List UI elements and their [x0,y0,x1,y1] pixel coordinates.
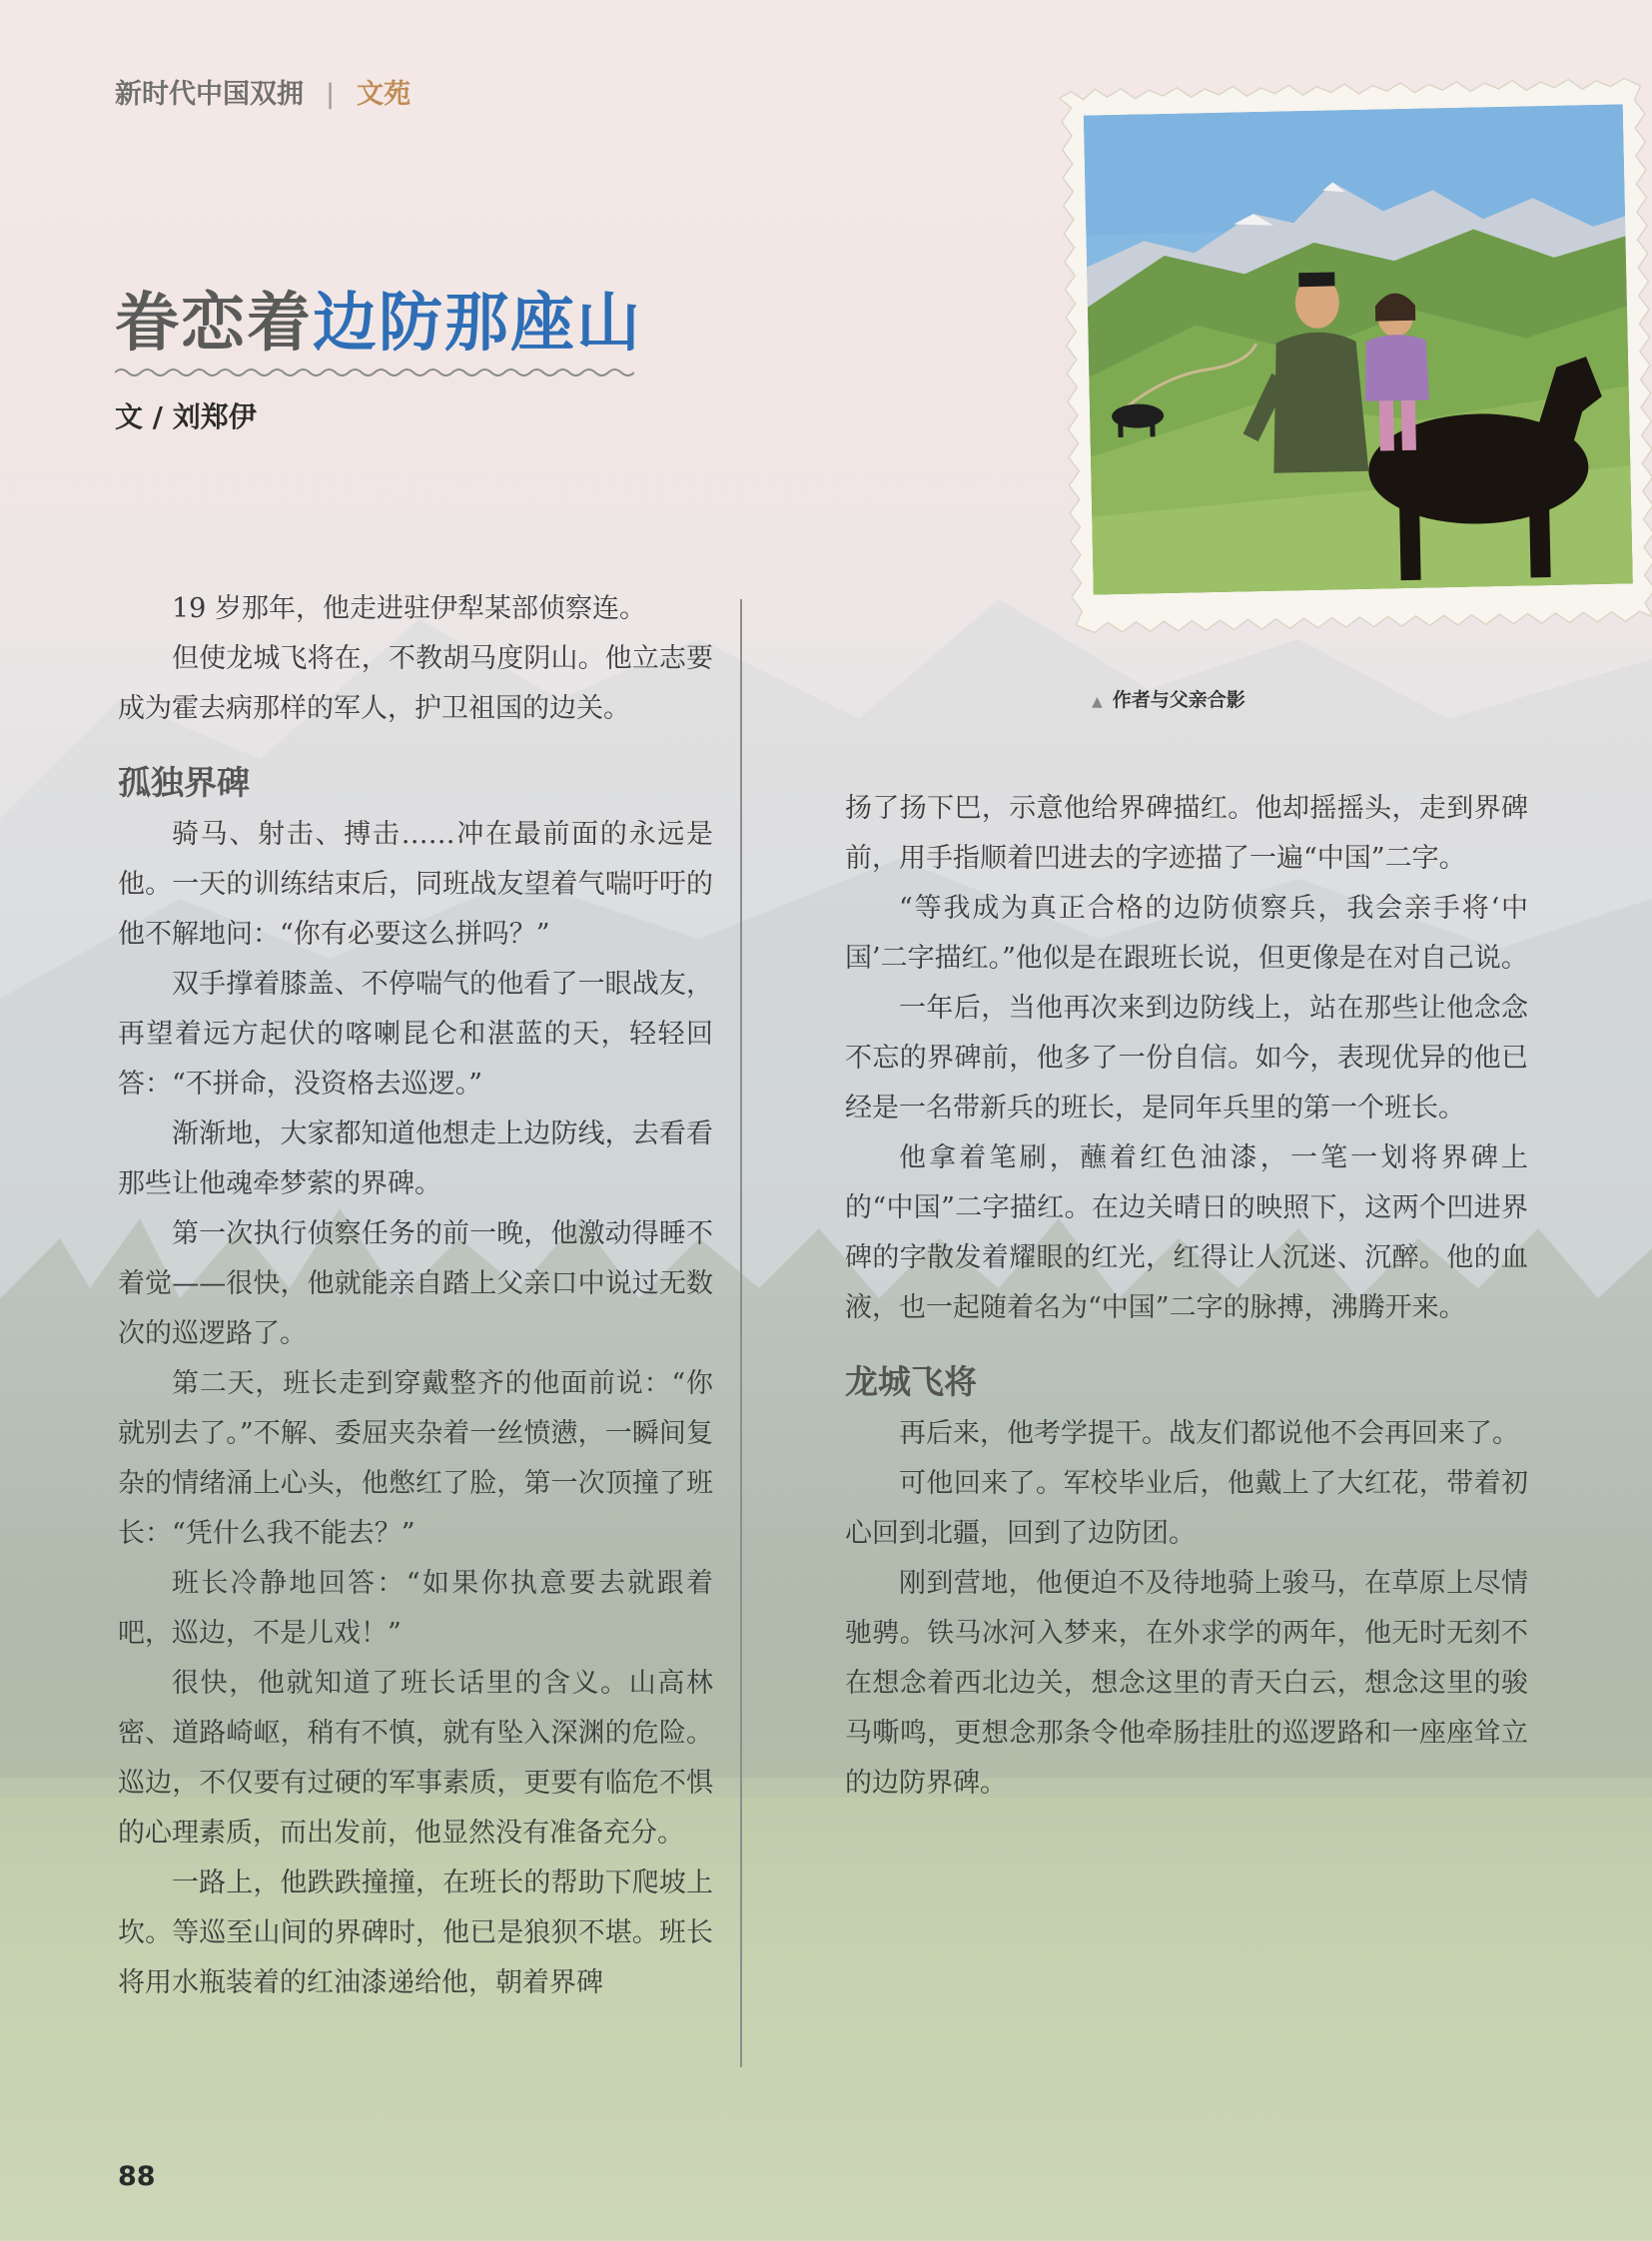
body-paragraph: 很快，他就知道了班长话里的含义。山高林密、道路崎岖，稍有不慎，就有坠入深渊的危险。巡边，不仅要有过硬的军事素质，更要有临危不惧的心理素质，而出发前，他显然没有准备充分。 [118,1668,713,1849]
intro-paragraph: 但使龙城飞将在，不教胡马度阴山。他立志要成为霍去病那样的军人，护卫祖国的边关。 [118,643,713,724]
author-photo [1051,66,1652,652]
caption-text: 作者与父亲合影 [1112,689,1245,711]
body-paragraph: 刚到营地，他便迫不及待地骑上骏马，在草原上尽情驰骋。铁马冰河入梦来，在外求学的两年，他无时无刻不在想念着西北边关，想念这里的青天白云，想念这里的骏马嘶鸣，更想念那条令他牵肠挂肚的巡逻路和一座座耸立的边防界碑。 [845,1568,1528,1799]
photo-caption [1092,685,1245,712]
page-number: 88 [118,2161,156,2192]
body-paragraph: 骑马、射击、搏击……冲在最前面的永远是他。一天的训练结束后，同班战友望着气喘吁吁的他不解地问：“你有必要这么拼吗？” [118,819,713,950]
page-header [115,72,411,111]
header-separator: | [326,79,336,110]
right-column [845,784,1528,1809]
body-paragraph: “等我成为真正合格的边防侦察兵，我会亲手将‘中国’二字描红。”他似是在跟班长说，但更像是在对自己说。 [845,893,1528,974]
intro-paragraph: 19 岁那年，他走进驻伊犁某部侦察连。 [172,593,646,624]
body-paragraph: 第一次执行侦察任务的前一晚，他激动得睡不着觉——很快，他就能亲自踏上父亲口中说过无数次的巡逻路了。 [118,1218,713,1349]
byline: 文 / 刘郑伊 [115,400,257,433]
body-paragraph: 第二天，班长走到穿戴整齐的他面前说：“你就别去了。”不解、委屈夹杂着一丝愤懑，一瞬间复杂的情绪涌上心头，他憋红了脸，第一次顶撞了班长：“凭什么我不能去？” [118,1368,713,1549]
body-paragraph: 一年后，当他再次来到边防线上，站在那些让他念念不忘的界碑前，他多了一份自信。如今，表现优异的他已经是一名带新兵的班长，是同年兵里的第一个班长。 [845,993,1528,1123]
title-part1: 眷恋着 [115,287,313,361]
column-label: 文苑 [357,79,412,110]
body-paragraph: 他拿着笔刷，蘸着红色油漆，一笔一划将界碑上的“中国”二字描红。在边关晴日的映照下，这两个凹进界碑的字散发着耀眼的红光，红得让人沉迷、沉醉。他的血液，也一起随着名为“中国”二字的脉搏，沸腾开来。 [845,1142,1528,1323]
body-paragraph: 班长冷静地回答：“如果你执意要去就跟着吧，巡边，不是儿戏！” [118,1568,713,1649]
article-title [115,272,642,364]
caption-arrow-icon: ▲ [1092,694,1103,710]
body-paragraph: 再后来，他考学提干。战友们都说他不会再回来了。 [899,1418,1519,1449]
body-paragraph: 渐渐地，大家都知道他想走上边防线，去看看那些让他魂牵梦萦的界碑。 [118,1119,713,1199]
body-paragraph: 双手撑着膝盖、不停喘气的他看了一眼战友，再望着远方起伏的喀喇昆仑和湛蓝的天，轻轻回答：“不拼命，没资格去巡逻。” [118,969,713,1100]
continued-paragraph: 扬了扬下巴，示意他给界碑描红。他却摇摇头，走到界碑前，用手指顺着凹进去的字迹描了一遍“中国”二字。 [845,793,1528,874]
section-label: 新时代中国双拥 [115,79,304,110]
body-paragraph: 可他回来了。军校毕业后，他戴上了大红花，带着初心回到北疆，回到了边防团。 [845,1468,1528,1549]
section-heading: 龙城飞将 [845,1362,977,1401]
title-wave-divider [115,366,634,379]
body-paragraph: 一路上，他跌跌撞撞，在班长的帮助下爬坡上坎。等巡至山间的界碑时，他已是狼狈不堪。班长将用水瓶装着的红油漆递给他，朝着界碑 [118,1868,713,1998]
column-divider [740,599,742,2067]
title-part2: 边防那座山 [313,287,642,361]
section-heading: 孤独界碑 [118,763,250,802]
left-column [118,584,713,2008]
